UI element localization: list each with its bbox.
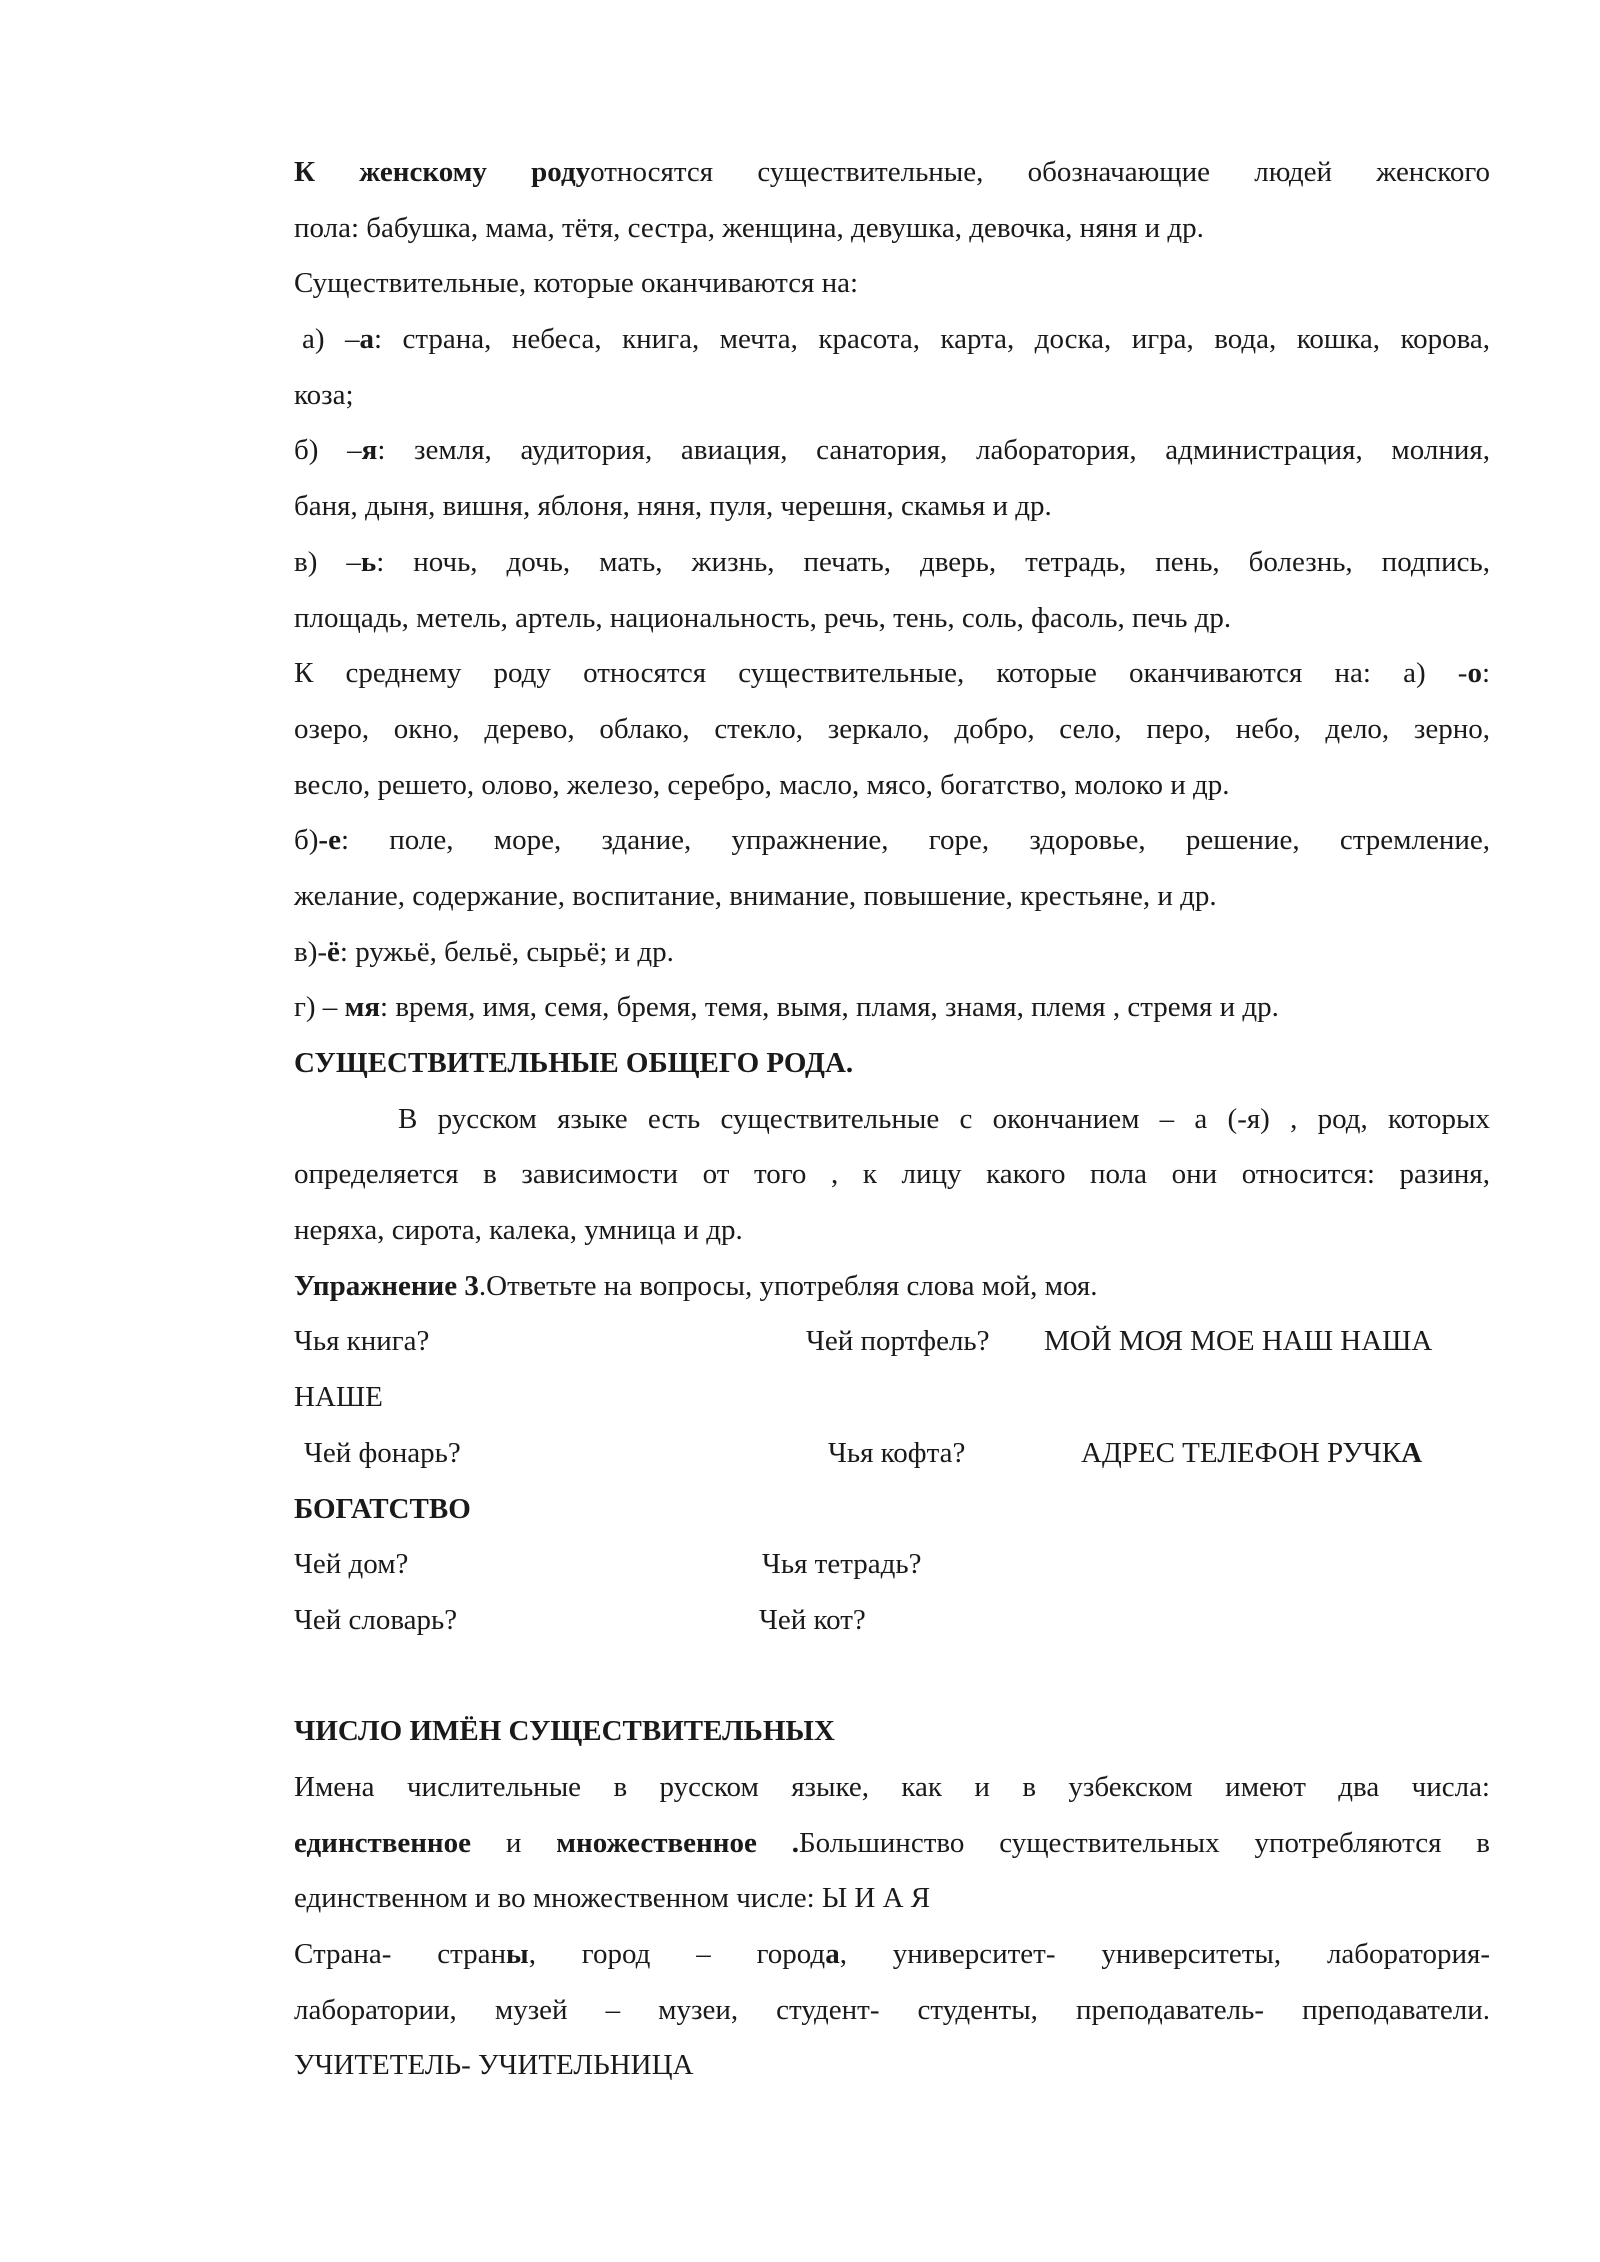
word-bank-2 <box>1081 1433 1422 1473</box>
common-gender-line1 <box>294 1099 1490 1155</box>
common-gender-text1: В русском языке есть существительные с окончанием – а (-я) , род, которых <box>398 1102 1490 1135</box>
ending-soft-sign-line <box>294 542 1490 598</box>
question-4: Чья кофта? <box>828 1436 966 1469</box>
exercise-row-3 <box>294 1544 1490 1600</box>
feminine-term: К женскому роду <box>294 156 591 188</box>
ending-o-colon: : <box>1481 657 1490 690</box>
feminine-intro-text: относятся существительные, обозначающие людей женского <box>590 156 1490 188</box>
exercise-row-4 <box>294 1600 1490 1656</box>
plural-examples-line2 <box>294 1990 1490 2046</box>
question-1: Чья книга? <box>294 1325 430 1358</box>
word-bank-2-tail: А <box>1401 1436 1423 1469</box>
neuter-intro-text: К среднему роду относятся существительные, которые оканчиваются на: а) - <box>294 657 1468 690</box>
ending-a-words: : страна, небеса, книга, мечта, красота, карта, доска, игра, вода, кошка, корова, <box>374 323 1490 356</box>
common-gender-heading <box>294 1043 1490 1099</box>
ending-o-words: озеро, окно, дерево, облако, стекло, зеркало, добро, село, перо, небо, дело, зерно, <box>294 712 1490 745</box>
common-gender-title: СУЩЕСТВИТЕЛЬНЫЕ ОБЩЕГО РОДА. <box>294 1047 854 1079</box>
plural-examples-line1 <box>294 1934 1490 1990</box>
ending-ya-letter: я <box>361 434 378 467</box>
ending-e-prefix: б) <box>294 824 319 857</box>
blank-line <box>294 1656 1490 1712</box>
question-2: Чей портфель? <box>806 1325 990 1358</box>
exercise-instruction: .Ответьте на вопросы, употребляя слова мой, моя. <box>478 1269 1098 1302</box>
plural-term: множественное . <box>556 1826 799 1859</box>
number-line1 <box>294 1767 1490 1823</box>
endings-intro: Существительные, которые оканчиваются на: <box>294 267 859 300</box>
ending-soft-sign-letter: ь <box>360 545 377 578</box>
word-bank-1: МОЙ МОЯ МОЕ НАШ НАША <box>1044 1325 1433 1358</box>
singular-term: единственное <box>294 1826 472 1859</box>
ending-soft-sign-words: : ночь, дочь, мать, жизнь, печать, дверь, тетрадь, пень, болезнь, подпись, <box>376 545 1490 578</box>
ending-a-letter: а <box>359 323 374 356</box>
ending-o-line3: весло, решето, олово, железо, серебро, масло, мясо, богатство, молоко и др. <box>294 768 1230 801</box>
word-bank-2b-line <box>294 1489 1490 1545</box>
neuter-intro-line <box>294 653 1490 709</box>
ending-ya-line <box>294 430 1490 486</box>
plural-ex-1a: Страна- стран <box>294 1938 507 1970</box>
question-8: Чей кот? <box>759 1603 866 1636</box>
plural-ex-2: лаборатории, музей – музеи, студент- студенты, преподаватель- преподаватели. <box>294 1993 1490 2026</box>
common-gender-line2 <box>294 1154 1490 1210</box>
ending-ya-line2: баня, дыня, вишня, яблоня, няня, пуля, черешня, скамья и др. <box>294 490 1052 523</box>
ending-ya-words: : земля, аудитория, авиация, санатория, лаборатория, администрация, молния, <box>377 434 1490 467</box>
common-gender-text2: определяется в зависимости от того , к лицу какого пола они относится: разиня, <box>294 1158 1490 1191</box>
plural-ex-1a-ending: ы <box>506 1938 529 1970</box>
number-heading: ЧИСЛО ИМЁН СУЩЕСТВИТЕЛЬНЫХ <box>294 1715 835 1748</box>
number-text1: Имена числительные в русском языке, как и в узбекском имеют два числа: <box>294 1770 1490 1803</box>
ending-o-line2 <box>294 709 1490 765</box>
ending-mya-prefix: г) – <box>294 991 338 1024</box>
ending-yo-prefix: в)- <box>294 935 328 968</box>
word-bank-1b: НАШЕ <box>294 1381 383 1414</box>
ending-yo-words: : ружьё, бельё, сырьё; и др. <box>339 935 674 968</box>
ending-a-prefix: а) – <box>302 323 360 356</box>
question-7: Чей словарь? <box>294 1603 458 1636</box>
exercise-row-2 <box>294 1433 1490 1489</box>
ending-yo-letter: ё <box>327 935 340 968</box>
ending-e-line2: желание, содержание, воспитание, внимание, повышение, крестьяне, и др. <box>294 879 1217 912</box>
number-line2 <box>294 1823 1490 1879</box>
document-body <box>294 152 1490 2101</box>
ending-a-line <box>294 319 1490 375</box>
ending-mya-words: : время, имя, семя, бремя, темя, вымя, пламя, знамя, племя , стремя и др. <box>380 991 1279 1024</box>
plural-ex-1b: , город – город <box>528 1938 826 1970</box>
word-bank-2-text: АДРЕС ТЕЛЕФОН РУЧК <box>1081 1436 1402 1469</box>
ending-o-letter: о <box>1467 657 1482 690</box>
number-text2: Большинство существительных употребляются в <box>798 1826 1490 1859</box>
ending-mya-line <box>294 987 1490 1043</box>
ending-a-line2: коза; <box>294 378 354 411</box>
word-bank-2b: БОГАТСТВО <box>294 1492 471 1525</box>
exercise-line <box>294 1266 1490 1322</box>
plural-ex-1b-ending: а <box>825 1938 840 1970</box>
question-3: Чей фонарь? <box>304 1436 461 1469</box>
plural-examples-line3: УЧИТЕТЕЛЬ- УЧИТЕЛЬНИЦА <box>294 2049 694 2082</box>
number-line3: единственном и во множественном числе: Ы И А Я <box>294 1882 931 1915</box>
common-gender-line3: неряха, сирота, калека, умница и др. <box>294 1214 743 1247</box>
ending-ya-prefix: б) – <box>294 434 362 467</box>
question-6: Чья тетрадь? <box>762 1548 922 1581</box>
feminine-intro-line <box>294 152 1490 208</box>
ending-e-words: : поле, море, здание, упражнение, горе, здоровье, решение, стремление, <box>340 824 1490 857</box>
number-heading-line <box>294 1711 1490 1767</box>
exercise-row-1 <box>294 1321 1490 1377</box>
ending-soft-sign-prefix: в) – <box>294 545 361 578</box>
exercise-label: Упражнение 3 <box>294 1269 479 1302</box>
ending-e-letter: -е <box>318 824 341 857</box>
ending-mya-letter: мя <box>344 991 381 1024</box>
ending-yo-line <box>294 932 1490 988</box>
plural-ex-1c: , университет- университеты, лаборатория- <box>839 1938 1490 1970</box>
question-5: Чей дом? <box>294 1548 409 1581</box>
and-word: и <box>471 1826 557 1859</box>
ending-soft-sign-line2: площадь, метель, артель, национальность, речь, тень, соль, фасоль, печь др. <box>294 601 1232 634</box>
feminine-examples-line: пола: бабушка, мама, тётя, сестра, женщина, девушка, девочка, няня и др. <box>294 211 1204 244</box>
ending-e-line <box>294 820 1490 876</box>
